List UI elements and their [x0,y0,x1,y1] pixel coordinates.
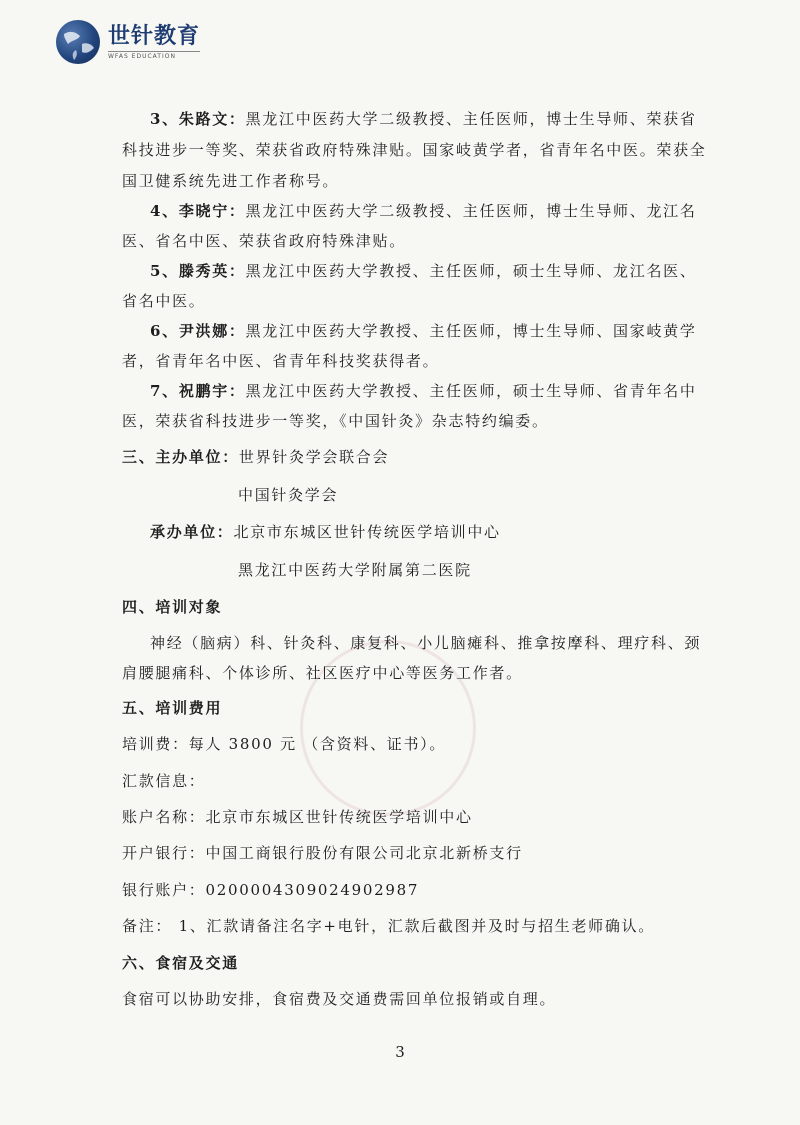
fee-heading: 五、培训费用 [122,699,223,717]
account-name: 账户名称：北京市东城区世针传统医学培训中心 [122,808,473,826]
page-number: 3 [395,1043,405,1061]
expert-3-name: 3、朱路文： [150,110,246,128]
expert-4-line-1: 4、李晓宁：黑龙江中医药大学二级教授、主任医师，博士生导师、龙江名 [150,202,697,220]
expert-3-line-2: 科技进步一等奖、荣获省政府特殊津贴。国家岐黄学者，省青年名中医。荣获全 [122,141,707,159]
fee-line: 培训费：每人 3800 元 （含资料、证书）。 [122,735,447,753]
remit-info: 汇款信息： [122,772,206,790]
expert-7-name: 7、祝鹏宇： [150,382,246,400]
expert-3-line-1: 3、朱路文：黑龙江中医药大学二级教授、主任医师，博士生导师、荣获省 [150,110,697,128]
co-organizer-2: 黑龙江中医药大学附属第二医院 [238,561,472,579]
logo [56,20,200,64]
organizers-heading: 三、主办单位： [122,448,239,466]
lodging-text: 食宿可以协助安排，食宿费及交通费需回单位报销或自理。 [122,990,557,1008]
co-organizers-label: 承办单位： [150,523,234,541]
target-line-2: 肩腰腿痛科、个体诊所、社区医疗中心等医务工作者。 [122,664,523,682]
expert-6-line-1: 6、尹洪娜：黑龙江中医药大学教授、主任医师，博士生导师、国家岐黄学 [150,322,697,340]
remit-note: 备注： 1、汇款请备注名字+电针，汇款后截图并及时与招生老师确认。 [122,917,655,935]
expert-4-name: 4、李晓宁： [150,202,246,220]
account-number: 银行账户：0200004309024902987 [122,881,420,899]
expert-5-line-1: 5、滕秀英：黑龙江中医药大学教授、主任医师，硕士生导师、龙江名医、 [150,262,697,280]
expert-6-line-2: 者，省青年名中医、省青年科技奖获得者。 [122,352,440,370]
organizers-line-1: 三、主办单位：世界针灸学会联合会 [122,448,390,466]
logo-name-en: WFAS EDUCATION [108,51,200,60]
logo-name-cn: 世针教育 [108,23,201,49]
organizers-host-2: 中国针灸学会 [238,486,339,504]
target-line-1: 神经（脑病）科、针灸科、康复科、小儿脑瘫科、推拿按摩科、理疗科、颈 [150,634,702,652]
globe-icon [56,20,100,64]
expert-7-line-1: 7、祝鹏宇：黑龙江中医药大学教授、主任医师，硕士生导师、省青年名中 [150,382,697,400]
expert-3-line-3: 国卫健系统先进工作者称号。 [122,172,340,190]
lodging-heading: 六、食宿及交通 [122,954,239,972]
co-organizers-line-1: 承办单位：北京市东城区世针传统医学培训中心 [150,523,501,541]
expert-4-line-2: 医、省名中医、荣获省政府特殊津贴。 [122,232,406,250]
expert-5-name: 5、滕秀英： [150,262,246,280]
expert-7-line-2: 医，荣获省科技进步一等奖，《中国针灸》杂志特约编委。 [122,412,549,430]
bank-name: 开户银行：中国工商银行股份有限公司北京北新桥支行 [122,844,523,862]
expert-6-name: 6、尹洪娜： [150,322,246,340]
expert-5-line-2: 省名中医。 [122,292,206,310]
target-heading: 四、培训对象 [122,598,223,616]
